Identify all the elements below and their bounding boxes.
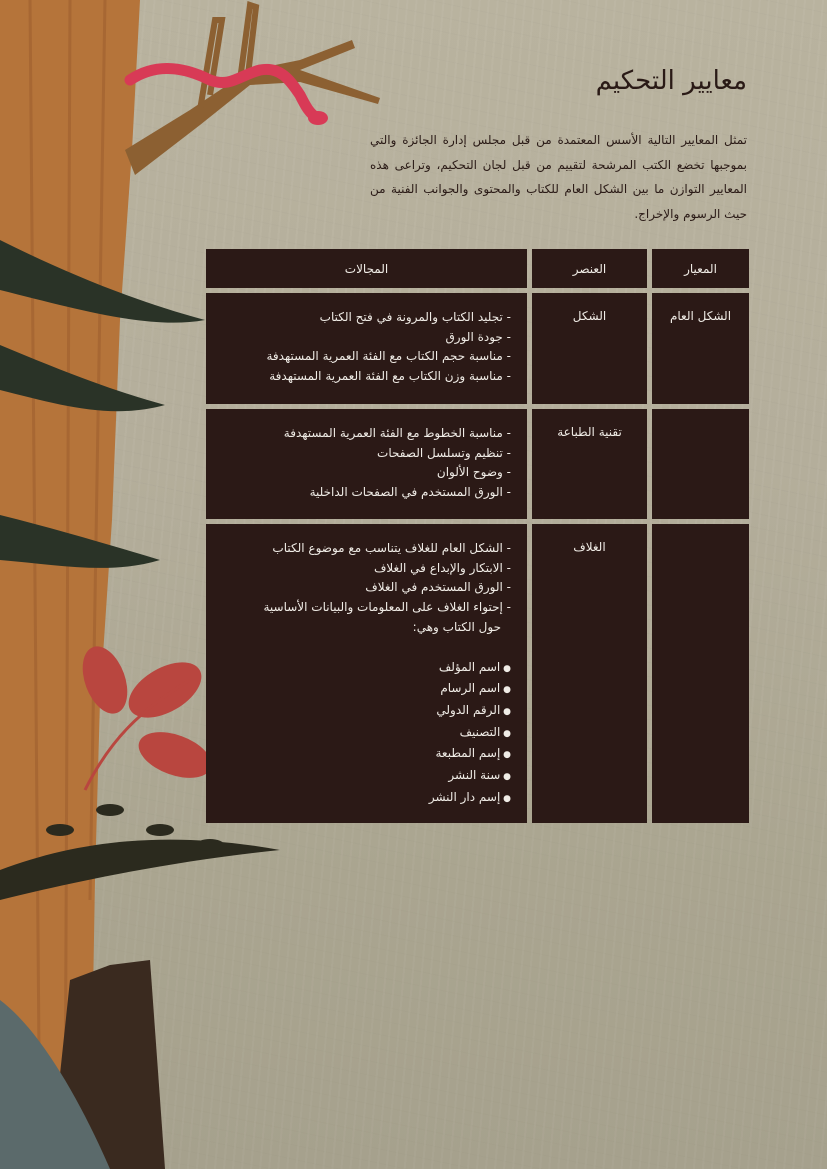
header-criterion: المعيار [652,249,749,288]
field-item: - تنظيم وتسلسل الصفحات [216,444,511,464]
header-fields: المجالات [206,249,527,288]
field-item: - وضوح الألوان [216,463,511,483]
field-item: - الورق المستخدم في الصفحات الداخلية [216,483,511,503]
criteria-table [206,249,749,828]
field-item: - مناسبة وزن الكتاب مع الفئة العمرية المستهدفة [216,367,511,387]
fields-cell [206,293,527,404]
field-item: - مناسبة حجم الكتاب مع الفئة العمرية المستهدفة [216,347,511,367]
bullet-item: ● إسم المطبعة [216,744,511,766]
bullet-item: ● اسم المؤلف [216,658,511,680]
field-item: - جودة الورق [216,328,511,348]
table-header-row [206,249,749,288]
page-title: معايير التحكيم [595,66,747,96]
criterion-cell [652,524,749,823]
fields-cell [206,409,527,519]
field-item: - تجليد الكتاب والمرونة في فتح الكتاب [216,308,511,328]
criterion-cell: الشكل العام [652,293,749,404]
field-item: - الابتكار والإبداع في الغلاف [216,559,511,579]
field-item: - مناسبة الخطوط مع الفئة العمرية المستهدفة [216,424,511,444]
bullet-item: ● اسم الرسام [216,679,511,701]
element-cell: تقنية الطباعة [532,409,647,519]
bullet-item: ● سنة النشر [216,766,511,788]
fields-cell [206,524,527,823]
field-item: - الشكل العام للغلاف يتناسب مع موضوع الكتاب [216,539,511,559]
intro-paragraph: تمثل المعايير التالية الأسس المعتمدة من قبل مجلس إدارة الجائزة والتي بموجبها تخضع الكتب المرشحة لتقييم من قبل لجان التحكيم، وتراعى هذه المعايير التوازن ما بين الشكل العام للكتاب والمحتوى والجوانب الفنية من حيث الرسوم والإخراج. [370,133,747,221]
bullet-item: ● التصنيف [216,723,511,745]
bullet-item: ● الرقم الدولي [216,701,511,723]
header-element: العنصر [532,249,647,288]
field-continued: حول الكتاب وهي: [412,619,501,634]
element-cell: الغلاف [532,524,647,823]
criterion-cell [652,409,749,519]
field-item: - الورق المستخدم في الغلاف [216,578,511,598]
table-row [206,524,749,823]
bullet-item: ● إسم دار النشر [216,788,511,810]
table-row [206,293,749,404]
field-item: - إحتواء الغلاف على المعلومات والبيانات الأساسية [216,598,511,618]
element-cell: الشكل [532,293,647,404]
table-row [206,409,749,519]
